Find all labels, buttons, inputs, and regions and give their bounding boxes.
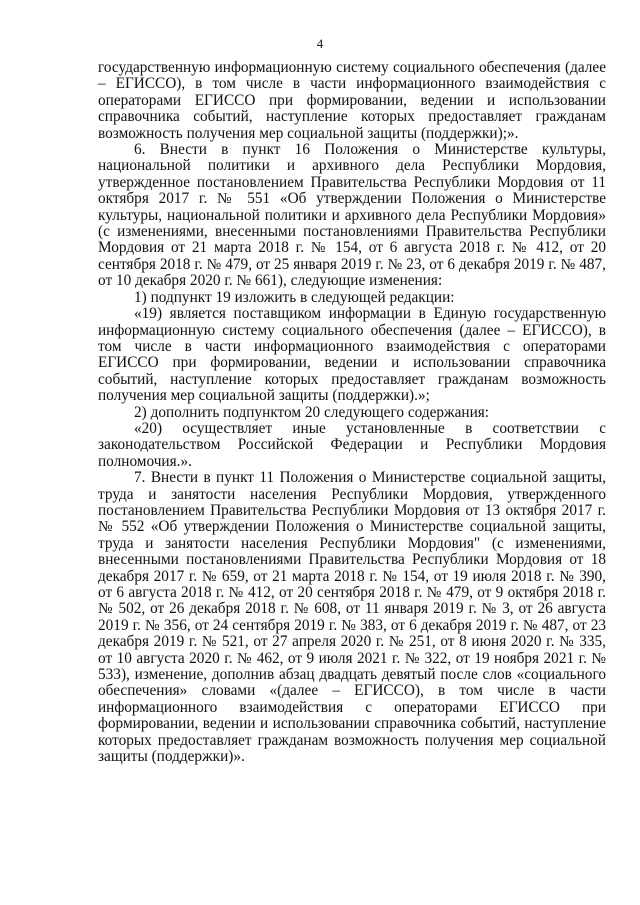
page-number: 4: [316, 36, 324, 51]
paragraph-subitem-1: 1) подпункт 19 изложить в следующей редакции:: [134, 288, 455, 306]
document-body: [98, 60, 606, 765]
paragraph-continuation: государственную информационную систему социального обеспечения (далее – ЕГИССО), в том числе в части информационного взаимодействия с операторами ЕГИССО при формировании, ведении и использовании справочника событий, наступление которых предоставляет гражданам возможность получения мер социальной защиты (поддержки);».: [98, 59, 606, 142]
paragraph-subitem-2: 2) дополнить подпунктом 20 следующего содержания:: [134, 403, 490, 421]
paragraph-quote-20: «20) осуществляет иные установленные в соответствии с законодательством Российской Федерации и Республики Мордовия полномочия.».: [98, 419, 606, 470]
paragraph-item-6: 6. Внести в пункт 16 Положения о Министерстве культуры, национальной политики и архивного дела Республики Мордовия, утвержденное постановлением Правительства Республики Мордовия от 11 октября 2017 г. № 551 «Об утверждении Положения о Министерстве культуры, национальной политики и архивного дела Республики Мордовия» (с изменениями, внесенными постановлениями Правительства Республики Мордовия от 21 марта 2018 г. № 154, от 6 августа 2018 г. № 412, от 20 сентября 2018 г. № 479, от 25 января 2019 г. № 23, от 6 декабря 2019 г. № 487, от 10 декабря 2020 г. № 661), следующие изменения:: [98, 141, 606, 290]
paragraph-quote-19: «19) является поставщиком информации в Единую государственную информационную систему социального обеспечения (далее – ЕГИССО), в том числе в части информационного взаимодействия с операторами ЕГИССО при формировании, ведении и использовании справочника событий, наступление которых предоставляет гражданам возможность получения мер социальной защиты (поддержки).»;: [98, 305, 606, 405]
paragraph-item-7: 7. Внести в пункт 11 Положения о Министерстве социальной защиты, труда и занятости населения Республики Мордовия, утвержденного постановлением Правительства Республики Мордовия от 13 октября 2017 г. № 552 «Об утверждении Положения о Министерстве социальной защиты, труда и занятости населения Республики Мордовия" (с изменениями, внесенными постановлениями Правительства Республики Мордовия от 18 декабря 2017 г. № 659, от 21 марта 2018 г. № 154, от 19 июля 2018 г. № 390, от 6 августа 2018 г. № 412, от 20 сентября 2018 г. № 479, от 9 октября 2018 г. № 502, от 26 декабря 2018 г. № 608, от 11 января 2019 г. № 3, от 26 августа 2019 г. № 356, от 24 сентября 2019 г. № 383, от 6 декабря 2019 г. № 487, от 23 декабря 2019 г. № 521, от 27 апреля 2020 г. № 251, от 8 июня 2020 г. № 335, от 10 августа 2020 г. № 462, от 9 июля 2021 г. № 322, от 19 ноября 2021 г. № 533), изменение, дополнив абзац двадцать девятый после слов «социального обеспечения» словами «(далее – ЕГИССО), в том числе в части информационного взаимодействия с операторами ЕГИССО при формировании, ведении и использовании справочника событий, наступление которых предоставляет гражданам возможность получения мер социальной защиты (поддержки)».: [98, 469, 606, 766]
